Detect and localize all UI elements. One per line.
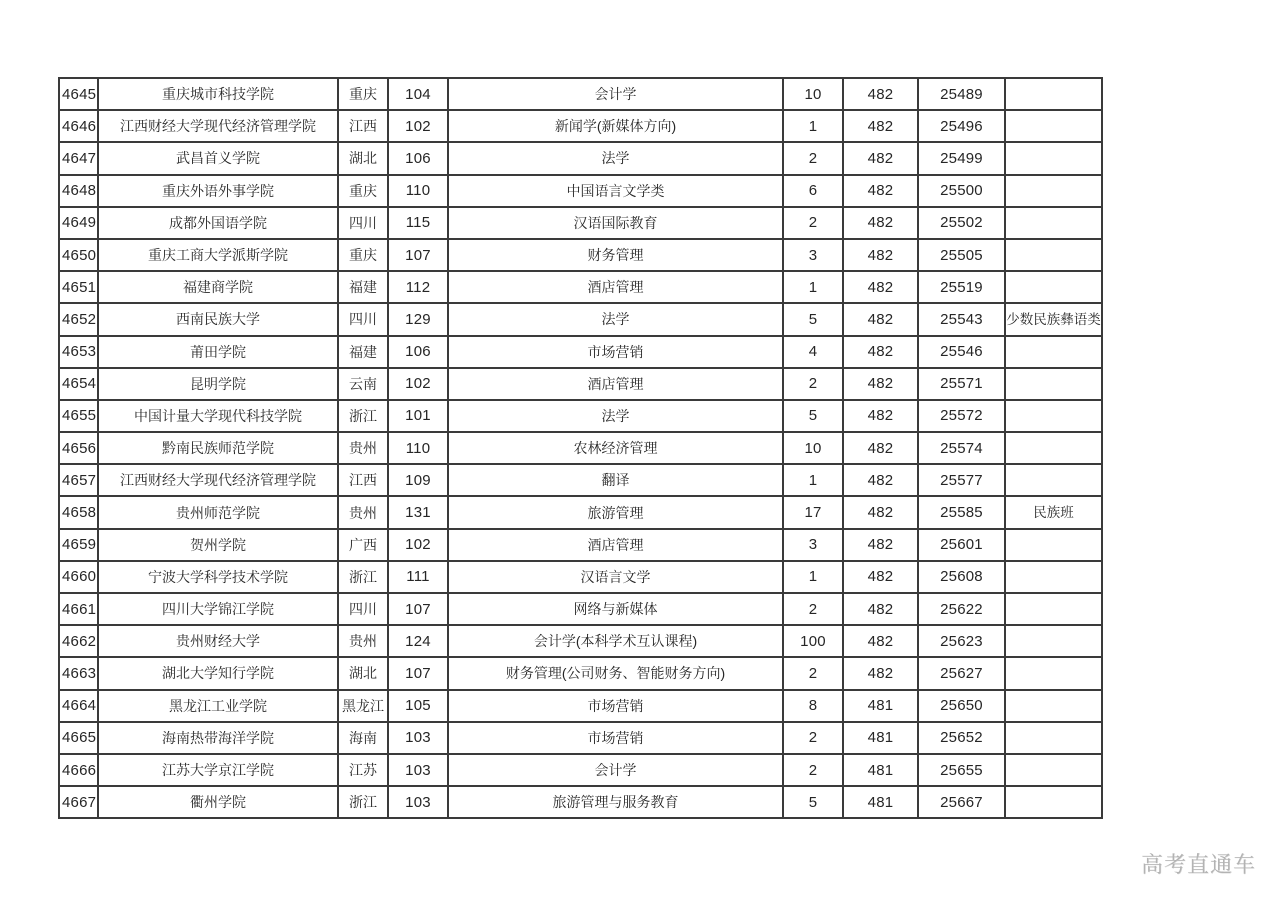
- cell-major: 法学: [448, 400, 783, 432]
- cell-school: 黔南民族师范学院: [98, 432, 338, 464]
- cell-major-code: 131: [388, 496, 448, 528]
- table-row: [59, 464, 1102, 496]
- cell-min-rank: 25650: [918, 690, 1005, 722]
- cell-province: 四川: [338, 593, 388, 625]
- cell-note: [1005, 464, 1102, 496]
- cell-note: [1005, 400, 1102, 432]
- cell-min-score: 482: [843, 142, 918, 174]
- cell-min-score: 481: [843, 754, 918, 786]
- table-row: [59, 657, 1102, 689]
- cell-major-code: 110: [388, 432, 448, 464]
- cell-note: [1005, 722, 1102, 754]
- cell-min-rank: 25608: [918, 561, 1005, 593]
- cell-note: [1005, 207, 1102, 239]
- cell-min-score: 482: [843, 110, 918, 142]
- cell-major-code: 112: [388, 271, 448, 303]
- cell-school: 江西财经大学现代经济管理学院: [98, 464, 338, 496]
- cell-province: 四川: [338, 303, 388, 335]
- cell-province: 贵州: [338, 432, 388, 464]
- cell-province: 贵州: [338, 496, 388, 528]
- cell-major-code: 102: [388, 110, 448, 142]
- cell-seq: 4645: [59, 78, 98, 110]
- cell-major: 汉语国际教育: [448, 207, 783, 239]
- table-row: [59, 207, 1102, 239]
- cell-province: 贵州: [338, 625, 388, 657]
- cell-note: [1005, 271, 1102, 303]
- cell-note: [1005, 368, 1102, 400]
- cell-min-rank: 25543: [918, 303, 1005, 335]
- cell-major-code: 109: [388, 464, 448, 496]
- cell-school: 贵州财经大学: [98, 625, 338, 657]
- cell-major-code: 106: [388, 142, 448, 174]
- cell-province: 海南: [338, 722, 388, 754]
- cell-plan-count: 1: [783, 110, 843, 142]
- table-row: [59, 690, 1102, 722]
- cell-seq: 4656: [59, 432, 98, 464]
- cell-min-rank: 25655: [918, 754, 1005, 786]
- cell-school: 江苏大学京江学院: [98, 754, 338, 786]
- cell-major: 农林经济管理: [448, 432, 783, 464]
- cell-note: [1005, 78, 1102, 110]
- cell-major: 网络与新媒体: [448, 593, 783, 625]
- cell-seq: 4653: [59, 336, 98, 368]
- cell-province: 四川: [338, 207, 388, 239]
- cell-plan-count: 1: [783, 464, 843, 496]
- cell-major: 法学: [448, 303, 783, 335]
- cell-province: 福建: [338, 271, 388, 303]
- cell-min-rank: 25623: [918, 625, 1005, 657]
- table-row: [59, 142, 1102, 174]
- table-row: [59, 110, 1102, 142]
- cell-school: 中国计量大学现代科技学院: [98, 400, 338, 432]
- cell-min-score: 482: [843, 496, 918, 528]
- table-row: [59, 786, 1102, 818]
- cell-province: 湖北: [338, 657, 388, 689]
- cell-plan-count: 5: [783, 786, 843, 818]
- cell-school: 黑龙江工业学院: [98, 690, 338, 722]
- cell-min-rank: 25505: [918, 239, 1005, 271]
- cell-min-score: 482: [843, 207, 918, 239]
- cell-plan-count: 3: [783, 529, 843, 561]
- cell-min-score: 481: [843, 690, 918, 722]
- cell-plan-count: 2: [783, 593, 843, 625]
- cell-school: 重庆工商大学派斯学院: [98, 239, 338, 271]
- cell-major-code: 105: [388, 690, 448, 722]
- cell-province: 浙江: [338, 561, 388, 593]
- cell-major: 市场营销: [448, 336, 783, 368]
- cell-min-score: 482: [843, 657, 918, 689]
- cell-seq: 4665: [59, 722, 98, 754]
- cell-seq: 4650: [59, 239, 98, 271]
- cell-school: 成都外国语学院: [98, 207, 338, 239]
- cell-province: 浙江: [338, 400, 388, 432]
- cell-school: 贺州学院: [98, 529, 338, 561]
- cell-min-score: 482: [843, 368, 918, 400]
- cell-major: 新闻学(新媒体方向): [448, 110, 783, 142]
- cell-major: 会计学: [448, 78, 783, 110]
- cell-seq: 4661: [59, 593, 98, 625]
- cell-school: 宁波大学科学技术学院: [98, 561, 338, 593]
- cell-min-score: 482: [843, 432, 918, 464]
- cell-province: 重庆: [338, 175, 388, 207]
- cell-plan-count: 10: [783, 78, 843, 110]
- cell-min-score: 482: [843, 529, 918, 561]
- table-row: [59, 78, 1102, 110]
- cell-note: [1005, 336, 1102, 368]
- cell-seq: 4658: [59, 496, 98, 528]
- cell-seq: 4655: [59, 400, 98, 432]
- table-row: [59, 368, 1102, 400]
- table-row: [59, 239, 1102, 271]
- cell-major-code: 103: [388, 786, 448, 818]
- cell-min-score: 482: [843, 175, 918, 207]
- cell-major-code: 107: [388, 239, 448, 271]
- cell-province: 福建: [338, 336, 388, 368]
- cell-min-score: 482: [843, 400, 918, 432]
- cell-min-rank: 25572: [918, 400, 1005, 432]
- cell-plan-count: 2: [783, 657, 843, 689]
- cell-min-rank: 25574: [918, 432, 1005, 464]
- cell-major-code: 129: [388, 303, 448, 335]
- cell-note: [1005, 142, 1102, 174]
- cell-note: [1005, 239, 1102, 271]
- cell-note: 民族班: [1005, 496, 1102, 528]
- cell-major-code: 107: [388, 657, 448, 689]
- cell-min-score: 482: [843, 625, 918, 657]
- cell-min-rank: 25500: [918, 175, 1005, 207]
- cell-seq: 4666: [59, 754, 98, 786]
- cell-school: 昆明学院: [98, 368, 338, 400]
- cell-school: 西南民族大学: [98, 303, 338, 335]
- cell-province: 浙江: [338, 786, 388, 818]
- cell-major-code: 104: [388, 78, 448, 110]
- cell-min-rank: 25502: [918, 207, 1005, 239]
- table-row: [59, 496, 1102, 528]
- cell-plan-count: 5: [783, 303, 843, 335]
- cell-min-rank: 25571: [918, 368, 1005, 400]
- cell-note: [1005, 625, 1102, 657]
- cell-plan-count: 100: [783, 625, 843, 657]
- cell-seq: 4663: [59, 657, 98, 689]
- cell-note: [1005, 175, 1102, 207]
- table-body: [59, 78, 1102, 818]
- table-row: [59, 625, 1102, 657]
- cell-province: 云南: [338, 368, 388, 400]
- cell-major-code: 102: [388, 368, 448, 400]
- cell-min-score: 482: [843, 78, 918, 110]
- cell-school: 重庆城市科技学院: [98, 78, 338, 110]
- table-row: [59, 432, 1102, 464]
- cell-major: 酒店管理: [448, 368, 783, 400]
- cell-major-code: 103: [388, 754, 448, 786]
- cell-note: [1005, 110, 1102, 142]
- cell-note: [1005, 561, 1102, 593]
- cell-plan-count: 4: [783, 336, 843, 368]
- cell-min-score: 481: [843, 722, 918, 754]
- cell-note: [1005, 657, 1102, 689]
- cell-min-rank: 25489: [918, 78, 1005, 110]
- cell-school: 江西财经大学现代经济管理学院: [98, 110, 338, 142]
- cell-seq: 4660: [59, 561, 98, 593]
- cell-seq: 4664: [59, 690, 98, 722]
- cell-major: 旅游管理: [448, 496, 783, 528]
- cell-major-code: 106: [388, 336, 448, 368]
- cell-province: 江苏: [338, 754, 388, 786]
- cell-school: 莆田学院: [98, 336, 338, 368]
- cell-plan-count: 2: [783, 368, 843, 400]
- cell-plan-count: 1: [783, 561, 843, 593]
- cell-major: 旅游管理与服务教育: [448, 786, 783, 818]
- cell-min-rank: 25585: [918, 496, 1005, 528]
- cell-major-code: 115: [388, 207, 448, 239]
- cell-seq: 4646: [59, 110, 98, 142]
- cell-school: 湖北大学知行学院: [98, 657, 338, 689]
- cell-school: 四川大学锦江学院: [98, 593, 338, 625]
- cell-min-score: 482: [843, 239, 918, 271]
- cell-plan-count: 2: [783, 722, 843, 754]
- cell-major: 法学: [448, 142, 783, 174]
- cell-min-rank: 25601: [918, 529, 1005, 561]
- cell-province: 重庆: [338, 239, 388, 271]
- table-row: [59, 529, 1102, 561]
- cell-min-score: 482: [843, 336, 918, 368]
- cell-school: 福建商学院: [98, 271, 338, 303]
- cell-plan-count: 17: [783, 496, 843, 528]
- cell-school: 海南热带海洋学院: [98, 722, 338, 754]
- cell-min-rank: 25667: [918, 786, 1005, 818]
- cell-school: 武昌首义学院: [98, 142, 338, 174]
- cell-major-code: 101: [388, 400, 448, 432]
- table-row: [59, 754, 1102, 786]
- cell-seq: 4654: [59, 368, 98, 400]
- cell-major-code: 107: [388, 593, 448, 625]
- cell-note: [1005, 690, 1102, 722]
- cell-min-score: 482: [843, 593, 918, 625]
- cell-min-score: 482: [843, 271, 918, 303]
- cell-major: 财务管理(公司财务、智能财务方向): [448, 657, 783, 689]
- cell-min-rank: 25627: [918, 657, 1005, 689]
- table-row: [59, 303, 1102, 335]
- cell-seq: 4647: [59, 142, 98, 174]
- cell-seq: 4659: [59, 529, 98, 561]
- cell-province: 湖北: [338, 142, 388, 174]
- table-row: [59, 175, 1102, 207]
- cell-min-rank: 25496: [918, 110, 1005, 142]
- cell-major-code: 102: [388, 529, 448, 561]
- table-row: [59, 593, 1102, 625]
- cell-major: 翻译: [448, 464, 783, 496]
- cell-province: 重庆: [338, 78, 388, 110]
- cell-seq: 4649: [59, 207, 98, 239]
- cell-major: 市场营销: [448, 690, 783, 722]
- table-row: [59, 561, 1102, 593]
- cell-school: 贵州师范学院: [98, 496, 338, 528]
- cell-major-code: 111: [388, 561, 448, 593]
- cell-seq: 4651: [59, 271, 98, 303]
- cell-seq: 4652: [59, 303, 98, 335]
- cell-major: 酒店管理: [448, 271, 783, 303]
- cell-seq: 4657: [59, 464, 98, 496]
- cell-province: 广西: [338, 529, 388, 561]
- cell-seq: 4662: [59, 625, 98, 657]
- cell-major: 酒店管理: [448, 529, 783, 561]
- cell-min-rank: 25546: [918, 336, 1005, 368]
- cell-plan-count: 1: [783, 271, 843, 303]
- table-row: [59, 400, 1102, 432]
- cell-major: 汉语言文学: [448, 561, 783, 593]
- cell-plan-count: 5: [783, 400, 843, 432]
- cell-seq: 4667: [59, 786, 98, 818]
- cell-major-code: 103: [388, 722, 448, 754]
- cell-major: 财务管理: [448, 239, 783, 271]
- cell-min-rank: 25652: [918, 722, 1005, 754]
- cell-major: 市场营销: [448, 722, 783, 754]
- cell-plan-count: 2: [783, 754, 843, 786]
- cell-min-rank: 25519: [918, 271, 1005, 303]
- cell-school: 衢州学院: [98, 786, 338, 818]
- cell-plan-count: 2: [783, 207, 843, 239]
- cell-note: [1005, 529, 1102, 561]
- cell-plan-count: 10: [783, 432, 843, 464]
- cell-plan-count: 8: [783, 690, 843, 722]
- cell-min-rank: 25499: [918, 142, 1005, 174]
- cell-major-code: 110: [388, 175, 448, 207]
- cell-note: [1005, 593, 1102, 625]
- cell-province: 江西: [338, 110, 388, 142]
- cell-note: [1005, 432, 1102, 464]
- cell-note: [1005, 754, 1102, 786]
- cell-min-rank: 25577: [918, 464, 1005, 496]
- cell-seq: 4648: [59, 175, 98, 207]
- cell-province: 江西: [338, 464, 388, 496]
- cell-major-code: 124: [388, 625, 448, 657]
- cell-min-score: 482: [843, 303, 918, 335]
- admissions-table: [58, 77, 1103, 819]
- cell-min-rank: 25622: [918, 593, 1005, 625]
- table-row: [59, 722, 1102, 754]
- cell-plan-count: 6: [783, 175, 843, 207]
- cell-plan-count: 2: [783, 142, 843, 174]
- cell-major: 会计学(本科学术互认课程): [448, 625, 783, 657]
- cell-plan-count: 3: [783, 239, 843, 271]
- cell-min-score: 482: [843, 561, 918, 593]
- table-row: [59, 271, 1102, 303]
- cell-note: [1005, 786, 1102, 818]
- cell-min-score: 481: [843, 786, 918, 818]
- cell-province: 黑龙江: [338, 690, 388, 722]
- cell-note: 少数民族彝语类: [1005, 303, 1102, 335]
- cell-min-score: 482: [843, 464, 918, 496]
- cell-major: 中国语言文学类: [448, 175, 783, 207]
- table-row: [59, 336, 1102, 368]
- cell-major: 会计学: [448, 754, 783, 786]
- cell-school: 重庆外语外事学院: [98, 175, 338, 207]
- watermark: 高考直通车: [1140, 852, 1256, 877]
